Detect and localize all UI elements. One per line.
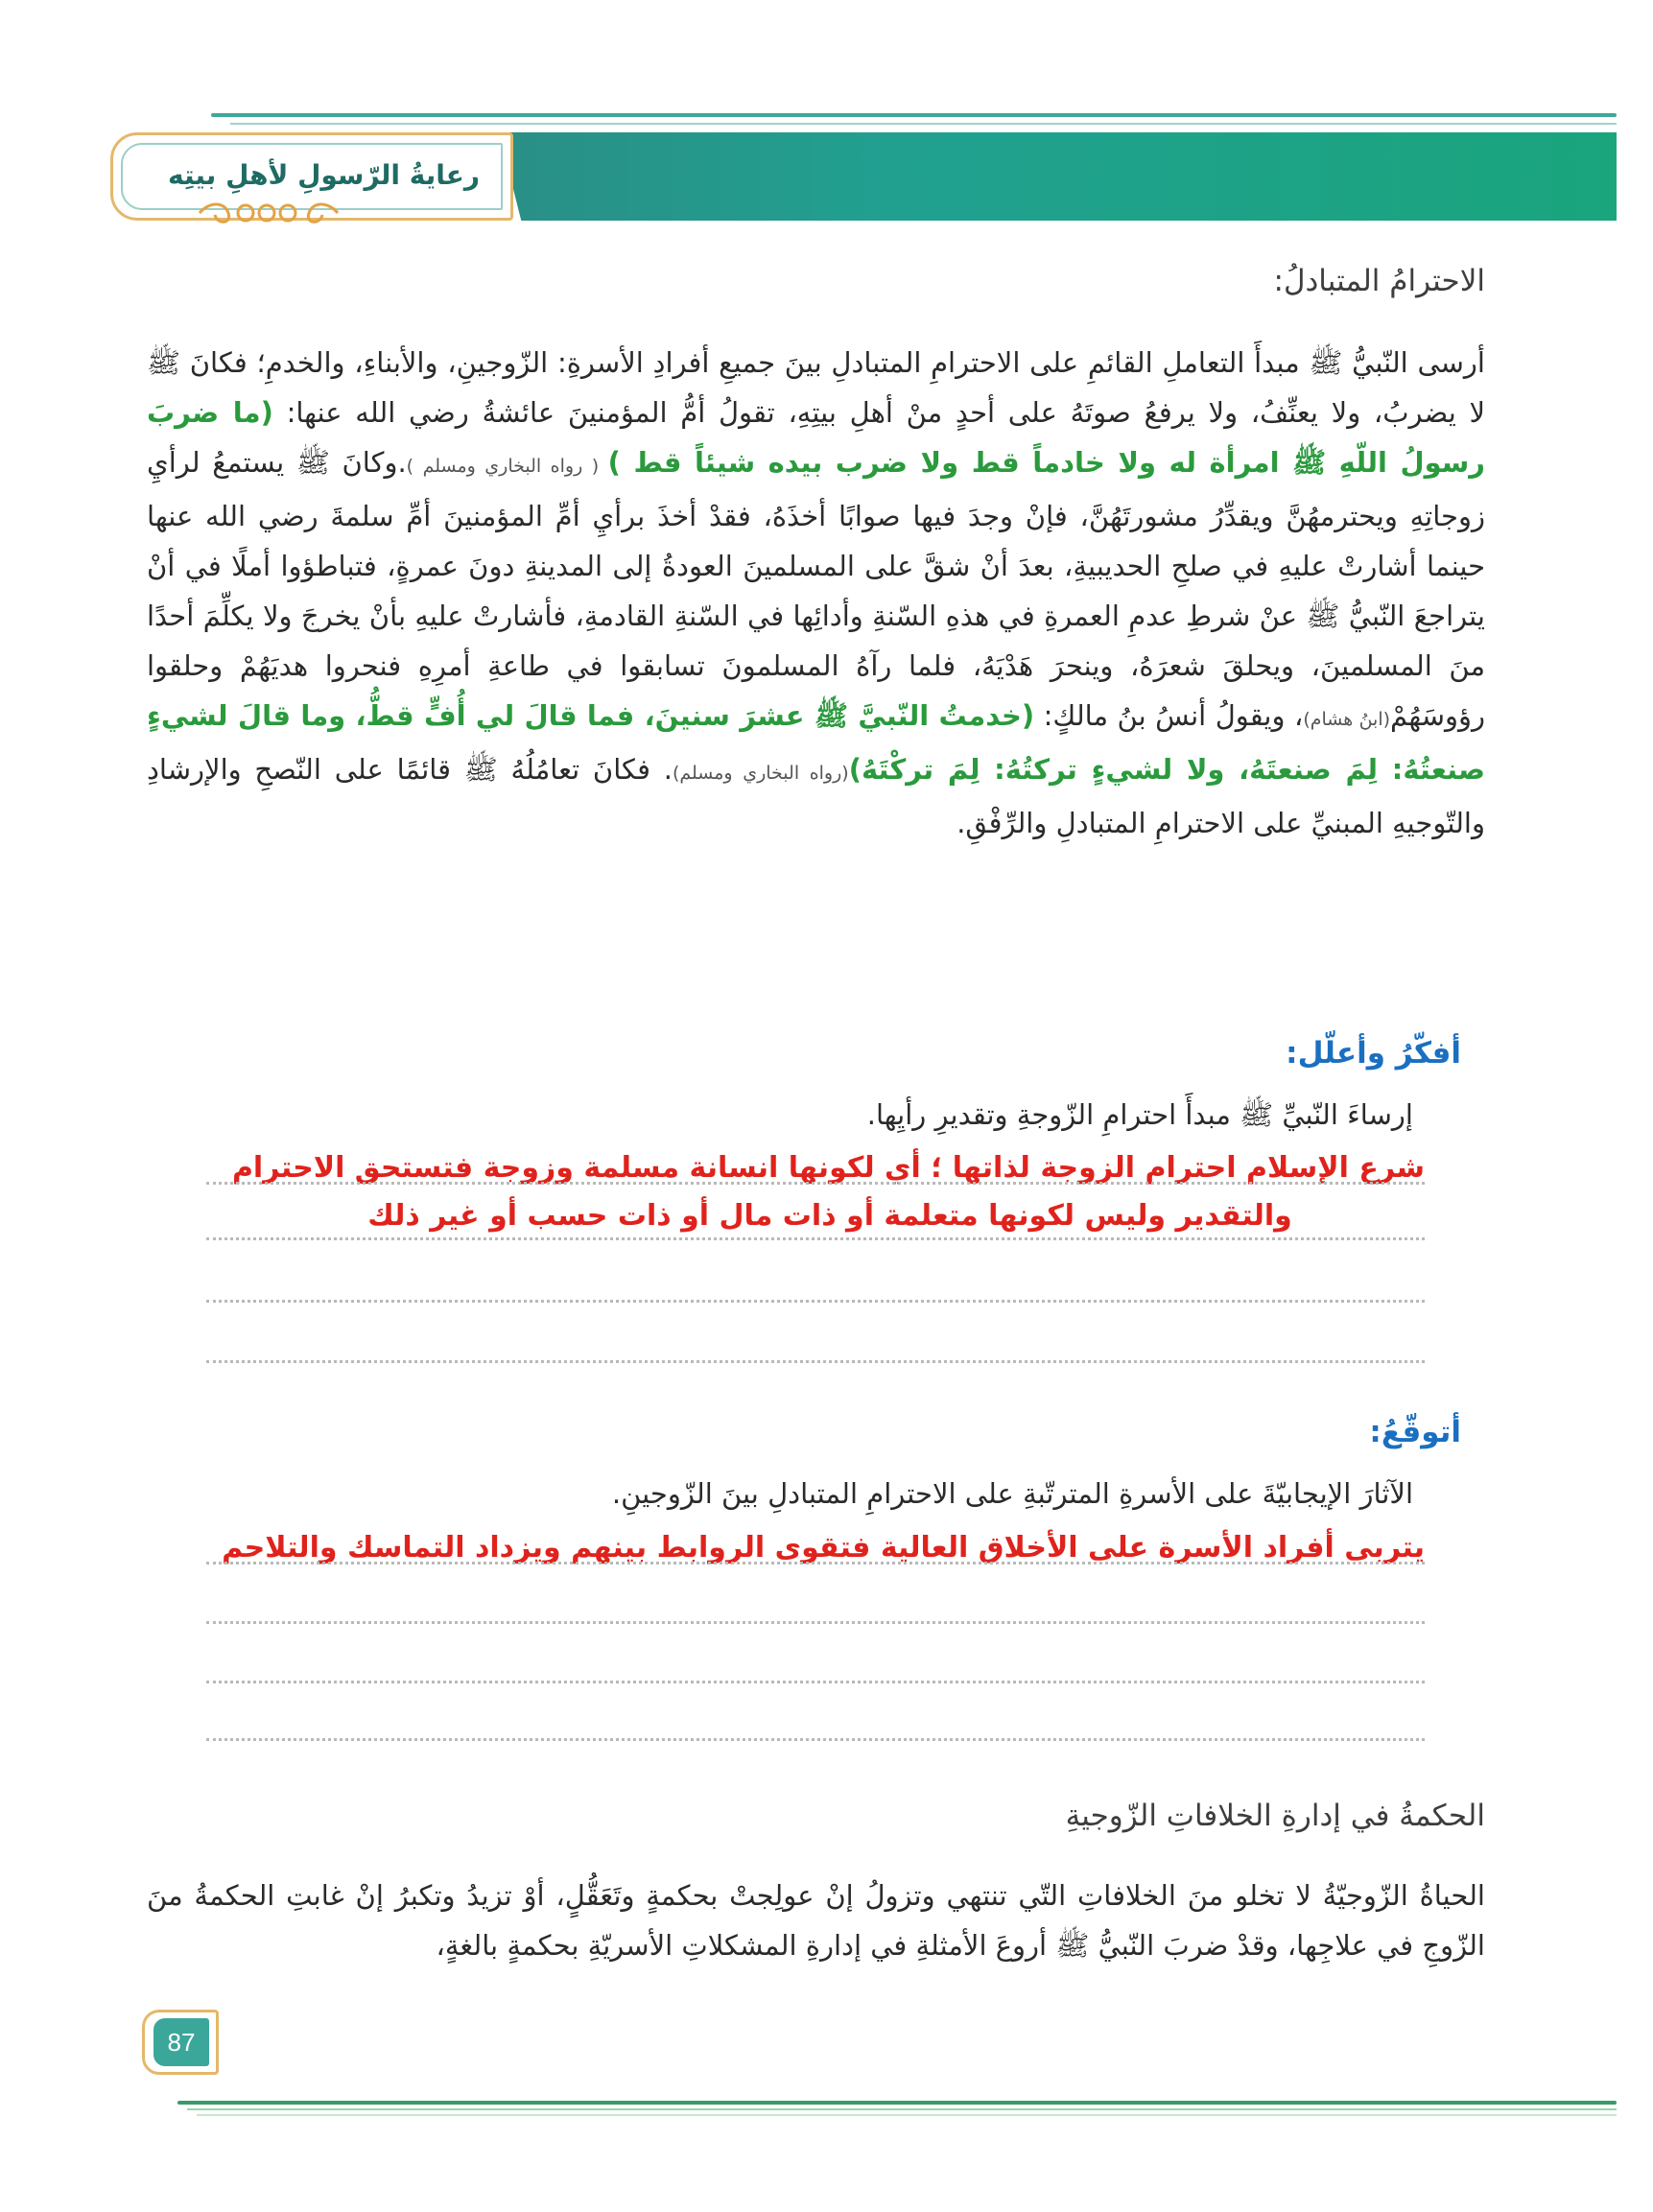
think-heading: أفكّرُ وأعلّل: [1286, 1036, 1461, 1071]
lesson-title: رعايةُ الرّسولِ لأهلِ بيتِه [167, 159, 480, 191]
header-top-rule-thin [230, 123, 1617, 125]
header-top-rule [211, 113, 1617, 117]
answer-dotted-line [206, 1621, 1425, 1624]
hadith-quote: (ما ضربَ رسولُ اللّهِ ﷺ امرأة له ولا خادماً قط ولا ضرب بيده شيئاً قط ) [147, 396, 1485, 479]
page-number: 87 [153, 2018, 209, 2066]
header-band [499, 132, 1617, 221]
answer-dotted-line [206, 1360, 1425, 1363]
think-question: إرساءَ النّبيِّ ﷺ مبدأَ احترامِ الزّوجةِ وتقديرِ رأيِها. [866, 1098, 1413, 1131]
expect-question: الآثارَ الإيجابيّةَ على الأسرةِ المترتّبةِ على الاحترامِ المتبادلِ بينَ الزّوجينِ. [611, 1477, 1413, 1510]
paragraph-text: . فكانَ تعامُلُهُ ﷺ قائمًا على النّصحِ والإرشادِ والتّوجيهِ المبنيِّ على الاحترامِ المتبادلِ والرِّفْقِ. [147, 753, 1485, 839]
hadith-quote: (خدمتُ النّبيَّ ﷺ عشرَ سنينَ، فما قالَ لي أُفٍّ قطُّ، وما قالَ لشيءٍ صنعتُهُ: لِمَ صنعتَهُ، ولا لشيءٍ تركتُهُ: لِمَ تركْتَهُ) [147, 699, 1485, 786]
answer-dotted-line [206, 1182, 1425, 1185]
section-title-mutual-respect: الاحترامُ المتبادلُ: [1273, 264, 1485, 298]
footer-rule-thin [197, 2114, 1617, 2116]
think-answer-line-1: شرع الإسلام احترام الزوجة لذاتها ؛ أي لكونها انسانة مسلمة وزوجة فتستحق الاحترام [231, 1151, 1425, 1185]
answer-dotted-line [206, 1681, 1425, 1683]
expect-heading: أتوقّعُ: [1369, 1415, 1461, 1449]
paragraph-text: ، ويقولُ أنسُ بنُ مالكٍ: [1034, 699, 1304, 732]
think-answer-line-2: والتقدير وليس لكونها متعلمة أو ذات مال أو ذات حسب أو غير ذلك [367, 1199, 1292, 1233]
answer-dotted-line [206, 1562, 1425, 1565]
paragraph-wisdom: الحياةُ الزّوجيّةُ لا تخلو منَ الخلافاتِ التّي تنتهي وتزولُ إنْ عولِجتْ بحكمةٍ وتَعَقُّلٍ، أوْ تزيدُ وتكبرُ إنْ غابتِ الحكمةُ منَ الزّوجِ في علاجِها، وقدْ ضربَ النّبيُّ ﷺ أروعَ الأمثلةِ في إدارةِ المشكلاتِ الأسريّةِ بحكمةٍ بالغةٍ، [147, 1879, 1485, 1962]
answer-dotted-line [206, 1738, 1425, 1741]
footer-rule-thin [187, 2108, 1617, 2110]
footer-rule [177, 2101, 1617, 2105]
expect-answer-line-1: يتربى أفراد الأسرة على الأخلاق العالية فتقوى الروابط بينهم ويزداد التماسك والتلاحم [222, 1531, 1425, 1565]
answer-dotted-line [206, 1300, 1425, 1303]
paragraph-text: أرسى النّبيُّ ﷺ مبدأَ التعاملِ القائمِ على الاحترامِ المتبادلِ بينَ جميعِ أفرادِ الأسرةِ: الزّوجينِ، والأبناءِ، والخدمِ؛ فكانَ ﷺ لا يضربُ، ولا يعنِّفُ، ولا يرفعُ صوتَهُ على أحدٍ منْ أهلِ بيتِهِ، تقولُ أمُّ المؤمنينَ عائشةُ رضي الله عنها: [147, 346, 1485, 429]
hadith-source: (ابنُ هشام) [1303, 709, 1391, 730]
ornament-icon [192, 200, 345, 226]
paragraph-text: .وكانَ ﷺ يستمعُ لرأيِ زوجاتِهِ ويحترمهُنَّ ويقدِّرُ مشورتَهُنَّ، فإنْ وجدَ فيها صوابًا أخذَهُ، فقدْ أخذَ برأيِ أمِّ المؤمنينَ أمِّ سلمةَ رضي الله عنها حينما أشارتْ عليهِ في صلحِ الحديبيةِ، بعدَ أنْ شقَّ على المسلمينَ العودةُ إلى المدينةِ دونَ عمرةٍ، فتباطؤوا أملًا في أنْ يتراجعَ النّبيُّ ﷺ عنْ شرطِ عدمِ العمرةِ في هذهِ السّنةِ وأدائِها في السّنةِ القادمةِ، فأشارتْ عليهِ بأنْ يخرجَ ولا يكلِّمَ أحدًا منَ المسلمينَ، ويحلقَ شعرَهُ، وينحرَ هَدْيَهُ، فلما رآهُ المسلمونَ تسابقوا في طاعةِ أمرِهِ فنحروا هديَهُمْ وحلقوا رؤوسَهُمْ [147, 446, 1486, 732]
answer-dotted-line [206, 1237, 1425, 1240]
hadith-source: (رواه البخاري ومسلم) [672, 763, 849, 784]
hadith-source: ( رواه البخاري ومسلم ) [406, 456, 608, 477]
paragraph-mutual-respect [147, 338, 1485, 848]
section-title-wisdom: الحكمةُ في إدارةِ الخلافاتِ الزّوجيةِ [1065, 1799, 1485, 1833]
